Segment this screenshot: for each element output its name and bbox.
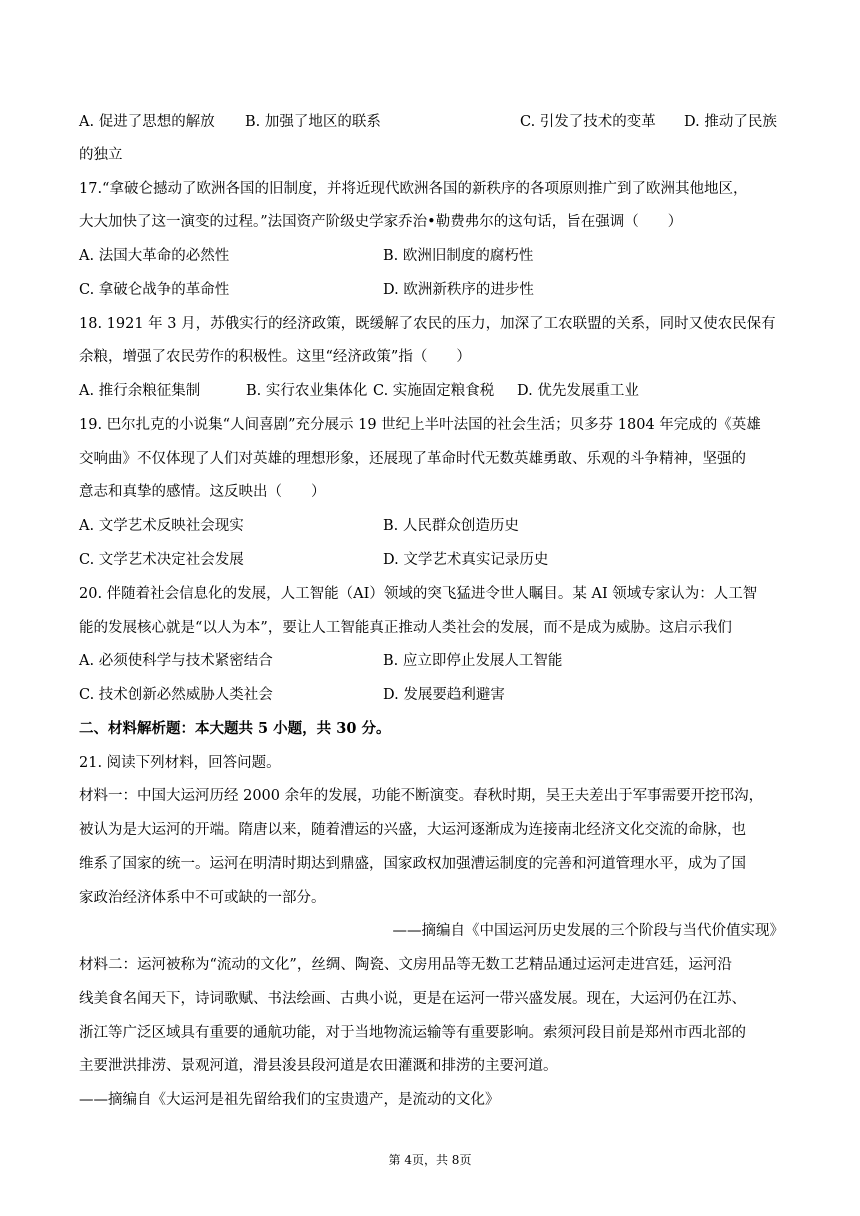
- q20-option-c: C. 技术创新必然威胁人类社会: [79, 687, 273, 703]
- q21-material2-line2: 线美食名闻天下，诗词歌赋、书法绘画、古典小说，更是在运河一带兴盛发展。现在，大运河仍在江苏、: [79, 991, 746, 1007]
- q19-stem-line3: 意志和真挚的感情。这反映出（ ）: [79, 484, 326, 500]
- q16-option-a: A. 促进了思想的解放: [79, 114, 215, 130]
- q17-stem-line2: 大大加快了这一演变的过程。”法国资产阶级史学家乔治•勒费弗尔的这句话，旨在强调（ ）: [79, 214, 683, 230]
- q19-stem-line2: 交响曲》不仅体现了人们对英雄的理想形象，还展现了革命时代无数英雄勇敢、乐观的斗争精神，坚强的: [79, 451, 746, 467]
- q18-stem-line2: 余粮，增强了农民劳作的积极性。这里“经济政策”指（ ）: [79, 349, 471, 365]
- q21-material2-line3: 浙江等广泛区域具有重要的通航功能，对于当地物流运输等有重要影响。索须河段目前是郑州市西北部的: [79, 1025, 746, 1041]
- q18-stem-line1: 18. 1921 年 3 月，苏俄实行的经济政策，既缓解了农民的压力，加深了工农联盟的关系，同时又使农民保有: [79, 316, 776, 332]
- q19-option-c: C. 文学艺术决定社会发展: [79, 552, 244, 568]
- q17-option-d: D. 欧洲新秩序的进步性: [383, 282, 534, 298]
- q19-option-a: A. 文学艺术反映社会现实: [79, 518, 244, 534]
- q19-option-d: D. 文学艺术真实记录历史: [383, 552, 549, 568]
- section-heading: 二、材料解析题：本大题共 5 小题，共 30 分。: [79, 720, 391, 737]
- q17-stem-line1: 17.“拿破仑撼动了欧洲各国的旧制度，并将近现代欧洲各国的新秩序的各项原则推广到了欧洲其他地区，: [79, 181, 748, 197]
- q20-option-a: A. 必须使科学与技术紧密结合: [79, 653, 273, 669]
- page-number: 第 4页，共 8页: [388, 1153, 472, 1167]
- q21-material2-line4: 主要泄洪排涝、景观河道，滑县浚县段河道是农田灌溉和排涝的主要河道。: [79, 1058, 558, 1074]
- q20-option-b: B. 应立即停止发展人工智能: [383, 653, 563, 669]
- q18-option-a: A. 推行余粮征集制: [79, 383, 201, 399]
- q20-stem-line2: 能的发展核心就是“以人为本”，要让人工智能真正推动人类社会的发展，而不是成为威胁。这启示我们: [79, 620, 732, 636]
- q20-stem-line1: 20. 伴随着社会信息化的发展，人工智能（AI）领域的突飞猛进令世人瞩目。某 AI 领域专家认为：人工智: [79, 586, 758, 602]
- q16-option-d-wrap: 的独立: [79, 147, 123, 163]
- q21-material1-line4: 家政治经济体系中不可或缺的一部分。: [79, 890, 326, 906]
- q16-option-d: D. 推动了民族: [684, 114, 777, 130]
- q21-stem: 21. 阅读下列材料，回答问题。: [79, 755, 281, 771]
- q21-material1-line3: 维系了国家的统一。运河在明清时期达到鼎盛，国家政权加强漕运制度的完善和河道管理水平，成为了国: [79, 856, 746, 872]
- q21-material1-line1: 材料一：中国大运河历经 2000 余年的发展，功能不断演变。春秋时期，吴王夫差出于军事需要开挖邗沟，: [79, 788, 764, 804]
- q16-option-b: B. 加强了地区的联系: [245, 114, 381, 130]
- q17-option-c: C. 拿破仑战争的革命性: [79, 282, 230, 298]
- q18-option-d: D. 优先发展重工业: [517, 383, 639, 399]
- q21-source2: ——摘编自《大运河是祖先留给我们的宝贵遗产，是流动的文化》: [79, 1092, 500, 1108]
- q18-option-c: C. 实施固定粮食税: [373, 383, 495, 399]
- q19-option-b: B. 人民群众创造历史: [383, 518, 519, 534]
- q20-option-d: D. 发展要趋利避害: [383, 687, 505, 703]
- q21-material2-line1: 材料二：运河被称为“流动的文化”，丝绸、陶瓷、文房用品等无数工艺精品通过运河走进宫廷，运河沿: [79, 957, 732, 973]
- q21-material1-line2: 被认为是大运河的开端。隋唐以来，随着漕运的兴盛，大运河逐渐成为连接南北经济文化交流的命脉，也: [79, 822, 746, 838]
- q16-option-c: C. 引发了技术的变革: [520, 114, 656, 130]
- q17-option-b: B. 欧洲旧制度的腐朽性: [383, 248, 534, 264]
- q19-stem-line1: 19. 巴尔扎克的小说集“人间喜剧”充分展示 19 世纪上半叶法国的社会生活；贝多芬 1804 年完成的《英雄: [79, 417, 761, 433]
- q21-source1: ——摘编自《中国运河历史发展的三个阶段与当代价值实现》: [392, 923, 784, 939]
- q18-option-b: B. 实行农业集体化: [246, 383, 368, 399]
- q17-option-a: A. 法国大革命的必然性: [79, 248, 230, 264]
